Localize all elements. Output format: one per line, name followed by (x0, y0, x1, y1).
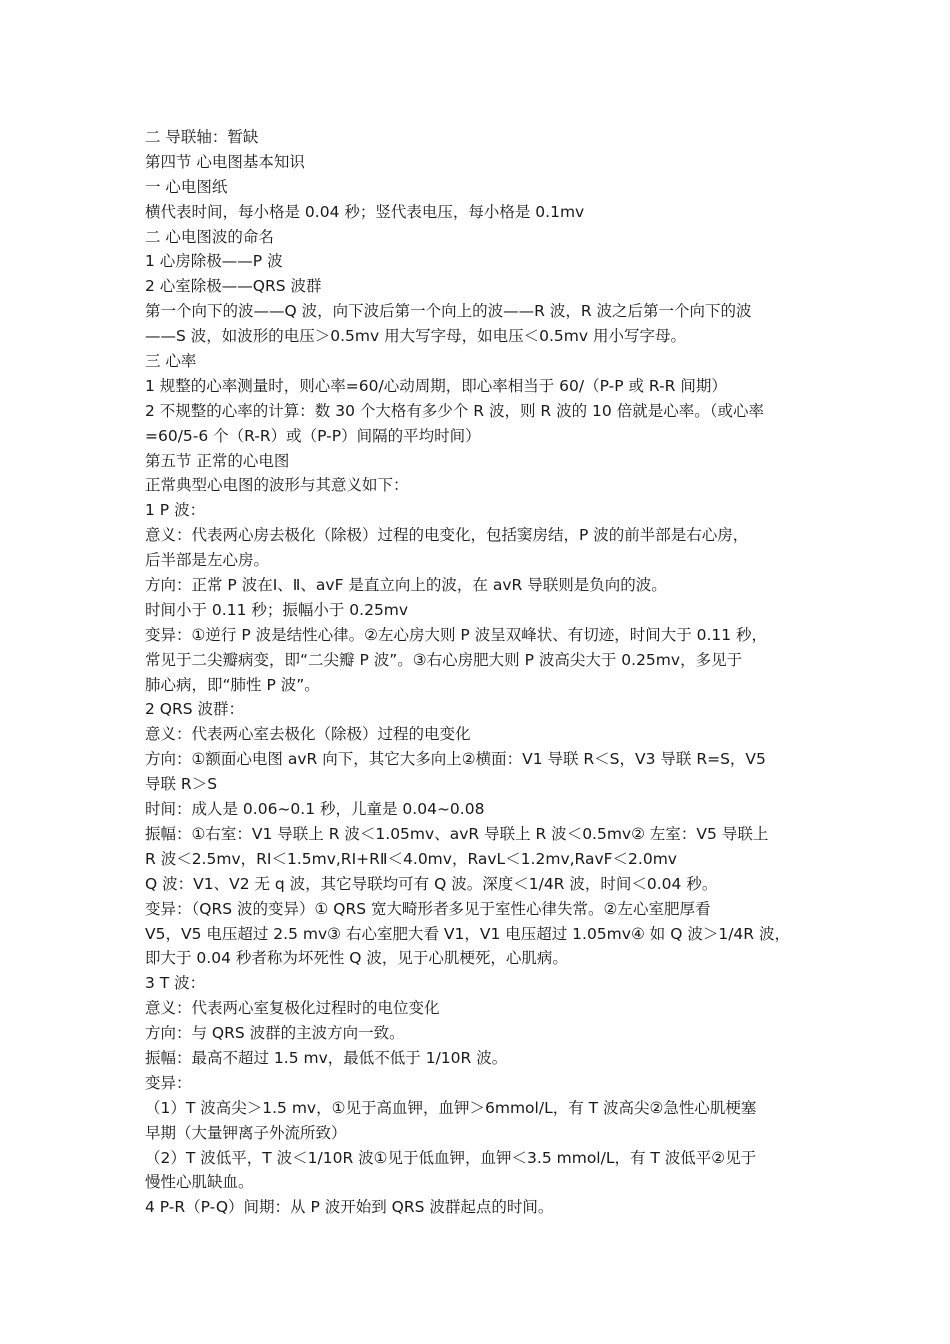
text-line: 肺心病，即“肺性 P 波”。 (145, 675, 320, 694)
text-line: 时间小于 0.11 秒；振幅小于 0.25mv (145, 600, 409, 619)
text-line: 方向：与 QRS 波群的主波方向一致。 (145, 1024, 405, 1043)
text-line: R 波＜2.5mv，RⅠ＜1.5mv,RⅠ+RⅡ＜4.0mv，RavL＜1.2mv,RavF＜2.0mv (145, 849, 677, 868)
text-line: 变异：①逆行 P 波是结性心律。②左心房大则 P 波呈双峰状、有切迹，时间大于 0.11 秒， (145, 625, 768, 644)
text-line: 意义：代表两心室复极化过程时的电位变化 (145, 999, 440, 1018)
text-line: 意义：代表两心房去极化（除极）过程的电变化，包括窦房结，P 波的前半部是右心房， (145, 526, 749, 545)
text-line: 2 不规整的心率的计算：数 30 个大格有多少个 R 波，则 R 波的 10 倍就是心率。（或心率 (145, 401, 764, 420)
text-line: 振幅：①右室：V1 导联上 R 波＜1.05mv、avR 导联上 R 波＜0.5mv② 左室：V5 导联上 (145, 824, 769, 843)
text-line: 1 规整的心率测量时，则心率=60/心动周期，即心率相当于 60/（P-P 或 R-R 间期） (145, 376, 727, 395)
text-line: 方向：①额面心电图 avR 向下，其它大多向上②横面：V1 导联 R＜S，V3 导联 R=S，V5 (145, 750, 766, 769)
text-line: 第一个向下的波——Q 波，向下波后第一个向上的波——R 波，R 波之后第一个向下的波 (145, 302, 752, 321)
text-line: 正常典型心电图的波形与其意义如下： (145, 476, 409, 495)
text-line: 即大于 0.04 秒者称为坏死性 Q 波，见于心肌梗死，心肌病。 (145, 949, 568, 968)
text-line: 后半部是左心房。 (145, 551, 270, 570)
document-body (145, 125, 825, 1220)
text-line: 早期（大量钾离子外流所致） (145, 1123, 347, 1142)
text-line: 3 T 波： (145, 974, 206, 993)
text-line: 1 心房除极——P 波 (145, 252, 283, 271)
section-heading: 第五节 正常的心电图 (145, 451, 290, 470)
text-line: 1 P 波： (145, 501, 206, 520)
text-line: V5，V5 电压超过 2.5 mv③ 右心室肥大看 V1，V1 电压超过 1.05mv④ 如 Q 波＞1/4R 波， (145, 924, 790, 943)
text-line: 方向：正常 P 波在Ⅰ、Ⅱ、avF 是直立向上的波，在 avR 导联则是负向的波。 (145, 576, 667, 595)
text-line: 变异： (145, 1073, 192, 1092)
text-line: 2 QRS 波群： (145, 700, 245, 719)
text-line: 横代表时间，每小格是 0.04 秒；竖代表电压，每小格是 0.1mv (145, 202, 585, 221)
text-line: 振幅：最高不超过 1.5 mv，最低不低于 1/10R 波。 (145, 1048, 508, 1067)
text-line: 二 导联轴：暂缺 (145, 128, 259, 146)
text-line: （1）T 波高尖＞1.5 mv，①见于高血钾，血钾＞6mmol/L，有 T 波高尖②急性心肌梗塞 (145, 1098, 757, 1117)
text-line: 常见于二尖瓣病变，即“二尖瓣 P 波”。③右心房肥大则 P 波高尖大于 0.25mv，多见于 (145, 650, 743, 669)
text-line: 二 心电图波的命名 (145, 227, 274, 246)
text-line: ——S 波，如波形的电压＞0.5mv 用大写字母，如电压＜0.5mv 用小写字母。 (145, 327, 686, 346)
text-line: 慢性心肌缺血。 (145, 1173, 254, 1192)
text-line: Q 波：V1、V2 无 q 波，其它导联均可有 Q 波。深度＜1/4R 波，时间＜0.04 秒。 (145, 874, 718, 893)
text-line: 2 心室除极——QRS 波群 (145, 277, 322, 296)
text-line: 导联 R＞S (145, 775, 218, 794)
text-line: 4 P-R（P-Q）间期：从 P 波开始到 QRS 波群起点的时间。 (145, 1198, 554, 1217)
text-line: （2）T 波低平，T 波＜1/10R 波①见于低血钾，血钾＜3.5 mmol/L，有 T 波低平②见于 (145, 1148, 757, 1167)
text-line: =60/5-6 个（R-R）或（P-P）间隔的平均时间） (145, 426, 481, 445)
text-line: 一 心电图纸 (145, 177, 228, 196)
text-line: 时间：成人是 0.06~0.1 秒，儿童是 0.04~0.08 (145, 800, 485, 819)
text-line: 变异：（QRS 波的变异）① QRS 宽大畸形者多见于室性心律失常。②左心室肥厚看 (145, 899, 711, 918)
section-heading: 第四节 心电图基本知识 (145, 152, 305, 171)
text-line: 三 心率 (145, 352, 197, 371)
text-line: 意义：代表两心室去极化（除极）过程的电变化 (145, 725, 471, 744)
